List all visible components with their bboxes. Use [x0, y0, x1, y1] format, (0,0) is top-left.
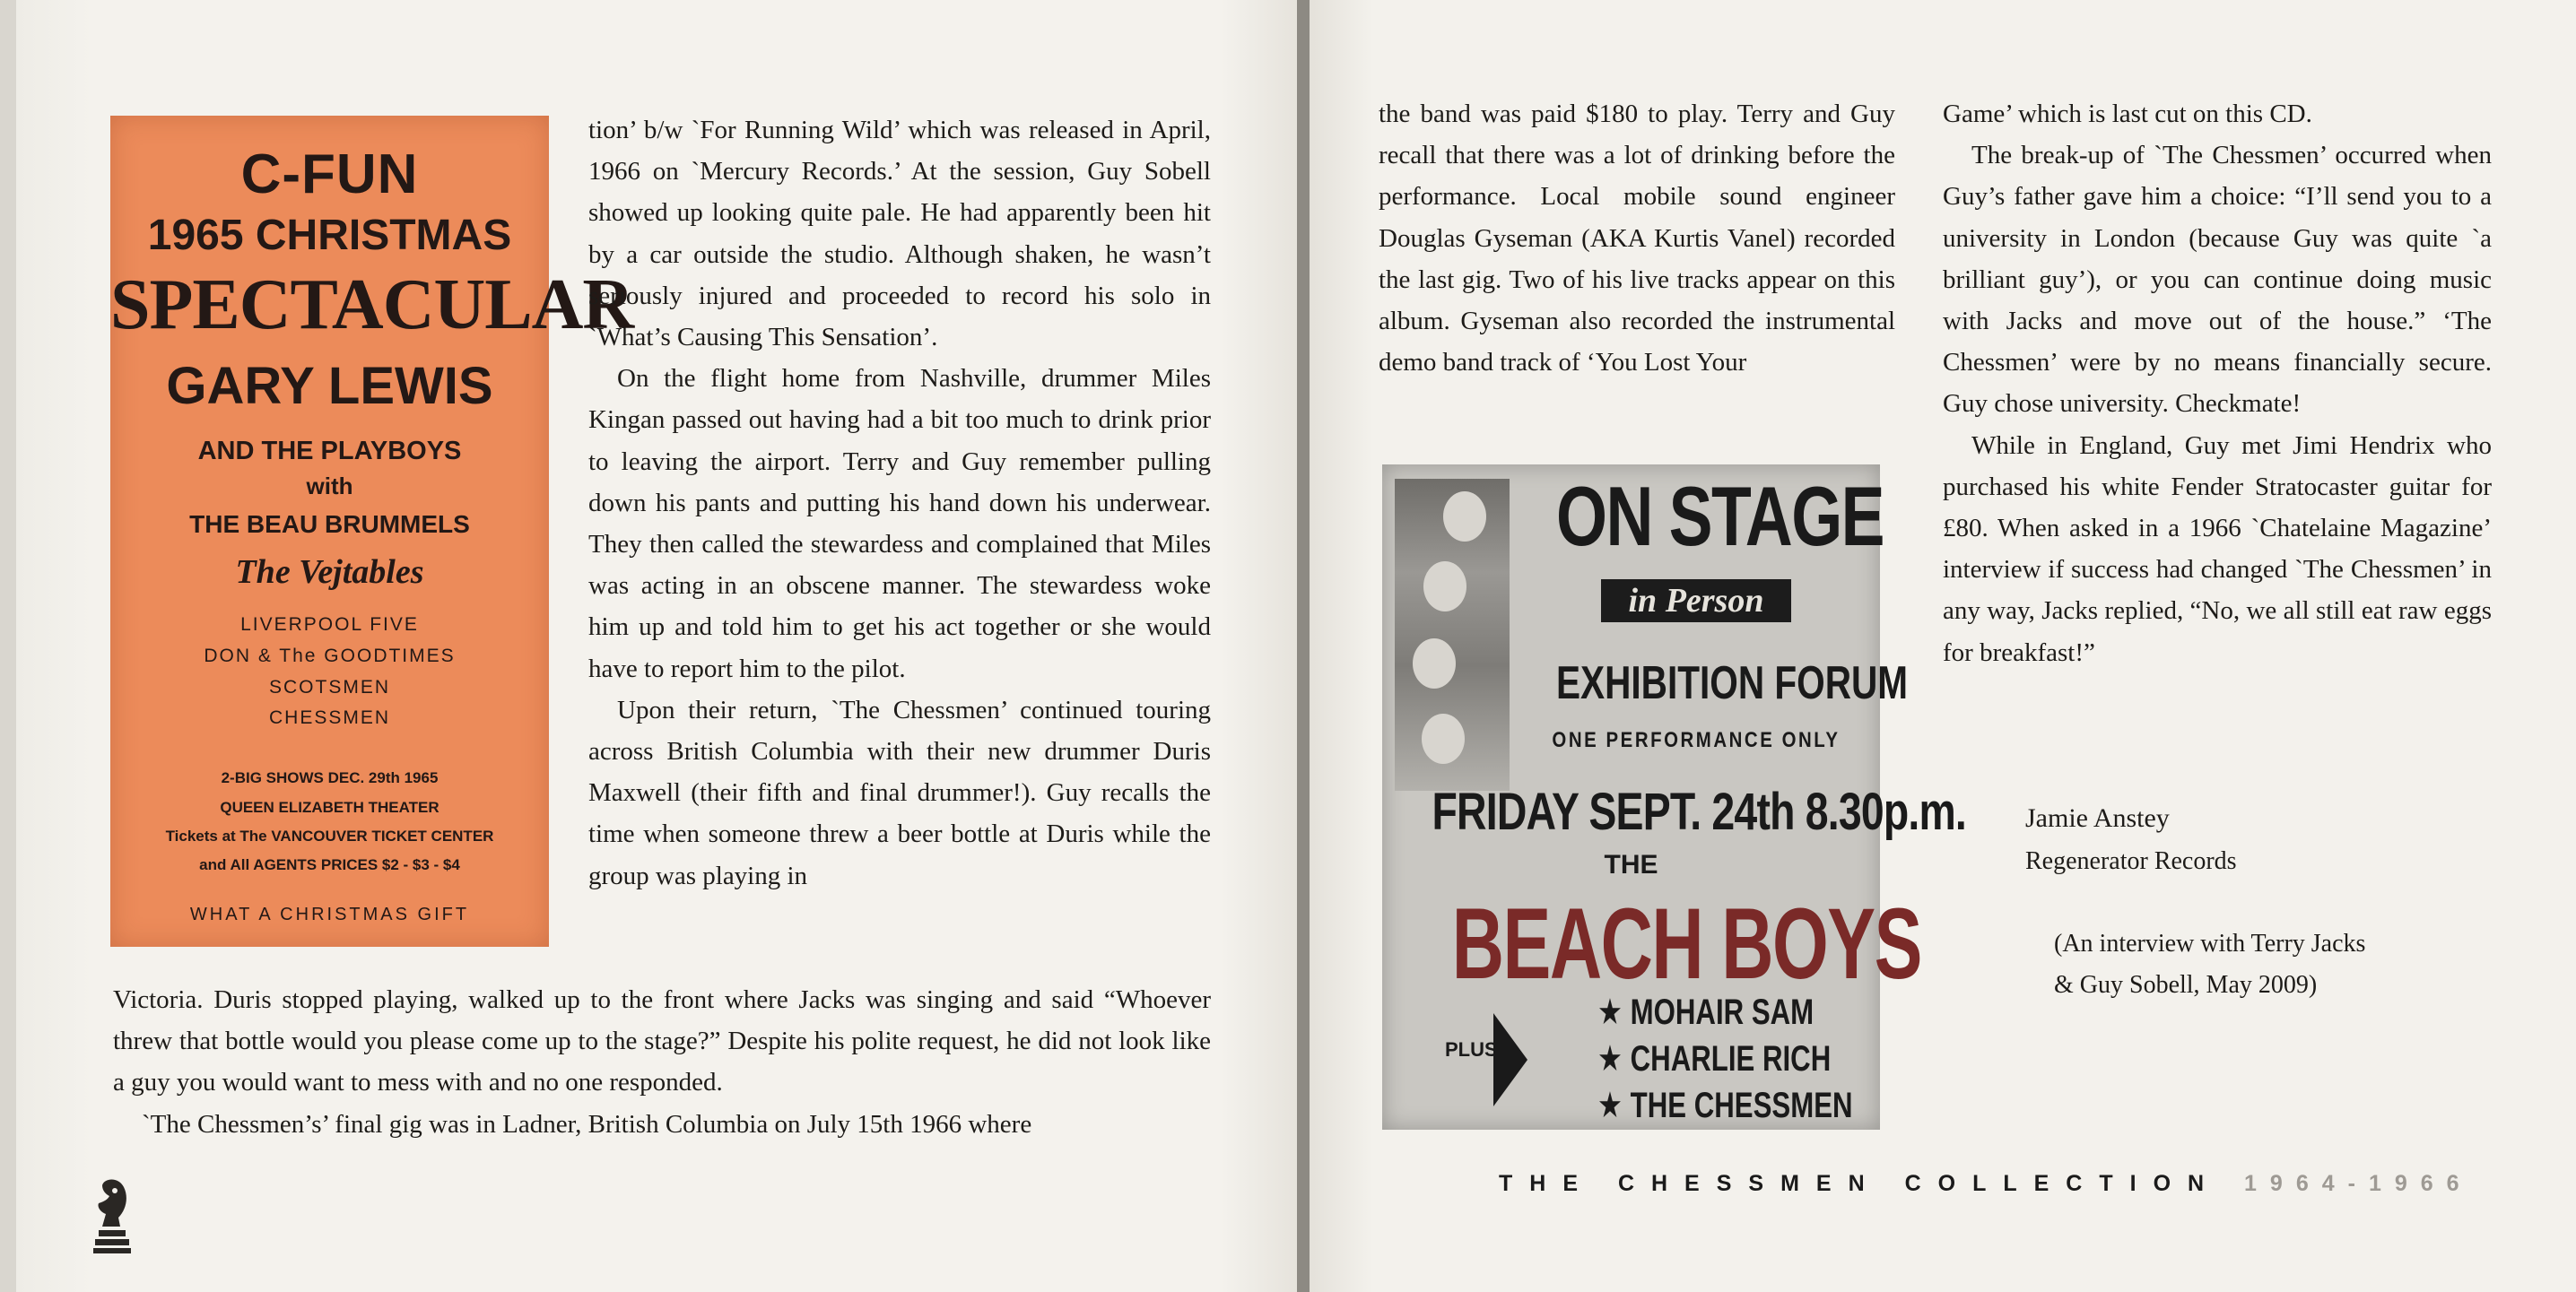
paragraph: The break-up of `The Chessmen’ occurred when Guy’s father gave him a choice: “I’ll send you to a university in London (because Guy was quite `a brilliant guy’), or you can continue doing music with Jacks and move out of the house.” ‘The Chessmen’ were by no means financially secure. Guy chose university. Checkmate!: [1943, 141, 2492, 419]
interview-credit: & Guy Sobell, May 2009): [2054, 971, 2318, 999]
poster-date: FRIDAY SEPT. 24th 8.30p.m.: [1432, 783, 1967, 841]
paragraph: On the flight home from Nashville, drummer Miles Kingan passed out having had a bit too much to drink prior to leaving the airport. Terry and Guy remember pulling down his pants and putting his hand down his underwear. They then called the stewardess and complained that Miles was acting in an obscene manner. The stewardess woke him up and told him to get his act together or she would have to report him to the pilot.: [588, 364, 1211, 683]
poster-on-stage: ON STAGE: [1556, 469, 1884, 563]
poster-cfun: C-FUN: [240, 143, 419, 205]
right-text-column-2: [1943, 93, 2492, 673]
knight-chess-icon: [91, 1175, 133, 1255]
poster-gift: WHAT A CHRISTMAS GIFT: [189, 905, 470, 924]
poster-support-act: ★ MOHAIR SAM: [1597, 993, 1815, 1032]
poster-beau-brummels: THE BEAU BRUMMELS: [189, 510, 470, 538]
right-text-column-1: [1379, 93, 1895, 383]
poster-gary-lewis: GARY LEWIS: [166, 357, 493, 415]
paragraph: the band was paid $180 to play. Terry and Guy recall that there was a lot of drinking before the performance. Local mobile sound engineer Douglas Gyseman (AKA Kurtis Vanel) recorded the last gig. Two of his live tracks appear on this album. Gyseman also recorded the instrumental demo band track of ‘You Lost Your: [1379, 100, 1895, 377]
signature-label: Regenerator Records: [2025, 847, 2237, 875]
poster-playboys: AND THE PLAYBOYS: [197, 437, 462, 465]
cfun-christmas-poster: [110, 116, 634, 947]
poster-vejtables: The Vejtables: [235, 553, 424, 591]
footer-title: [1499, 1171, 2473, 1197]
poster-1965-christmas: 1965 CHRISTMAS: [147, 212, 512, 259]
left-text-column: [588, 109, 1211, 897]
beach-boys-poster: [1382, 464, 1967, 1130]
poster-exhibition-forum: EXHIBITION FORUM: [1556, 657, 1909, 709]
poster-venue: QUEEN ELIZABETH THEATER: [220, 799, 439, 816]
left-full-width-text: [113, 979, 1211, 1145]
face: [1423, 561, 1466, 611]
paragraph: `The Chessmen’s’ final gig was in Ladner, British Columbia on July 15th 1966 where: [142, 1109, 1032, 1139]
poster-band-photo: [1395, 479, 1510, 791]
poster-one-performance: ONE PERFORMANCE ONLY: [1552, 728, 1841, 752]
paragraph: tion’ b/w `For Running Wild’ which was released in April, 1966 on `Mercury Records.’ At the session, Guy Sobell showed up looking quite pale. He had apparently been hit by a car outside the studio. Although shaken, he wasn’t seriously injured and proceeded to record his solo in `What’s Causing This Sensation’.: [588, 116, 1211, 352]
poster-spectacular: SPECTACULAR: [110, 265, 634, 344]
poster-act: CHESSMEN: [268, 707, 391, 728]
face: [1422, 714, 1465, 764]
face: [1443, 491, 1486, 542]
paragraph: Upon their return, `The Chessmen’ continued touring across British Columbia with their new drummer Duris Maxwell (their fifth and final drummer!). Guy recalls the time when someone threw a beer bottle at Duris while the group was playing in: [588, 695, 1211, 890]
paragraph: Game’ which is last cut on this CD.: [1943, 100, 2312, 128]
signature-name: Jamie Anstey: [2025, 803, 2170, 833]
poster-with: with: [306, 473, 353, 499]
poster-tickets: Tickets at The VANCOUVER TICKET CENTER: [165, 828, 494, 845]
paragraph: While in England, Guy met Jimi Hendrix who purchased his white Fender Stratocaster guitar for £80. When asked in a 1966 `Chatelaine Magazine’ interview if success had changed `The Chessmen’ in any way, Jacks replied, “No, we all still eat raw eggs for breakfast!”: [1943, 430, 2492, 667]
paragraph: Victoria. Duris stopped playing, walked up to the front where Jacks was singing and said “Whoever threw that bottle would you please come up to the stage?” Despite his polite request, he did not look like a guy you would want to mess with and no one responded.: [113, 985, 1211, 1097]
poster-act: SCOTSMEN: [268, 677, 390, 698]
footer-collection: THE CHESSMEN COLLECTION: [1499, 1171, 2222, 1196]
poster-prices: and All AGENTS PRICES $2 - $3 - $4: [199, 856, 460, 873]
poster-act: LIVERPOOL FIVE: [240, 614, 419, 635]
poster-support-act: ★ CHARLIE RICH: [1597, 1039, 1832, 1079]
interview-credit: (An interview with Terry Jacks: [2054, 930, 2366, 958]
book-gutter: [1297, 0, 1310, 1292]
poster-shows: 2-BIG SHOWS DEC. 29th 1965: [221, 769, 439, 786]
poster-act: DON & The GOODTIMES: [204, 646, 456, 666]
poster-the: THE: [1604, 850, 1658, 880]
arrow-right-icon: [1493, 1013, 1527, 1106]
poster-support-act: ★ THE CHESSMEN: [1597, 1086, 1853, 1125]
poster-beach-boys: BEACH BOYS: [1451, 888, 1921, 1000]
face: [1413, 638, 1456, 689]
poster-in-person: in Person: [1601, 579, 1791, 622]
footer-years: 1964-1966: [2244, 1171, 2473, 1196]
poster-plus: PLUS: [1445, 1038, 1498, 1061]
